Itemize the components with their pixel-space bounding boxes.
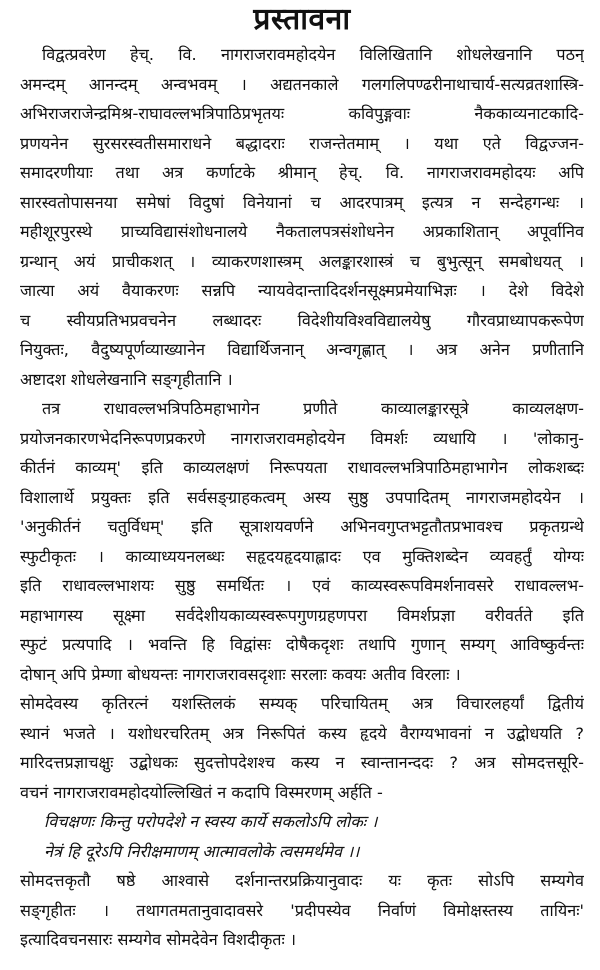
paragraph-1: [20, 40, 584, 394]
text-line: स्फुटीकृतः । काव्याध्ययनलब्धः सहृदयहृदयाह्लादः एव मुक्तिशब्देन व्यवहर्तुं योग्यः: [20, 546, 584, 566]
text-line: इत्यादिवचनसारः सम्यगेव सोमदेवेन विशदीकृतः ।: [20, 930, 297, 949]
text-line: महाभागस्य सूक्ष्मा सर्वदेशीयकाव्यस्वरूपगुणग्रहणपरा विमर्शप्रज्ञा वरीवर्तते इति: [20, 605, 584, 625]
text-line: मारिदत्तप्रज्ञाचक्षुः उद्बोधकः सुदत्तोपदेशश्च कस्य न स्वान्तानन्ददः ? अत्र सोमदत्तसूरि-: [20, 753, 584, 772]
text-line: सोमदेवस्य कृतिरत्नं यशस्तिलकं सम्यक् परिचायितम् अत्र विचारलहर्यां द्वितीयं: [20, 694, 584, 713]
text-line: जात्या अयं वैयाकरणः सन्नपि न्यायवेदान्तादिदर्शनसूक्ष्मप्रमेयाभिज्ञः । देशे विदेशे: [20, 281, 584, 300]
text-line: ग्रन्थान् अयं प्राचीकशत् । व्याकरणशास्त्रम् अलङ्कारशास्त्रं च बुभुत्सून् समबोधयत् ।: [20, 251, 584, 271]
text-line: 'अनुकीर्तनं चतुर्विधम्' इति सूत्राशयवर्णने अभिनवगुप्तभट्टतौतप्रभावश्च प्रकृतग्रन्थे: [20, 517, 584, 536]
text-line: दोषान् अपि प्रेम्णा बोधयन्तः नागराजरावसदृशाः सरलाः कवयः अतीव विरलाः ।: [20, 664, 461, 684]
page-title: प्रस्तावना: [253, 2, 351, 37]
text-line: अभिराजराजेन्द्रमिश्र-राघावल्लभत्रिपाठिप्रभृतयः कविपुङ्गवाः नैककाव्यनाटकादि-: [20, 104, 584, 123]
text-line: इति राधावल्लभाशयः सुष्ठु समर्थितः । एवं काव्यस्वरूपविमर्शनावसरे राधावल्लभ-: [20, 576, 584, 595]
text-line: वचनं नागराजरावमहोदयोल्लिखितं न कदापि विस्मरणम् अर्हति -: [20, 782, 383, 802]
verse-line: विचक्षणः किन्तु परोपदेशे न स्वस्य कार्ये सकलोऽपि लोकः ।: [44, 812, 378, 831]
text-line: स्थानं भजते । यशोधरचरितम् अत्र निरूपितं कस्य हृदये वैराग्यभावनां न उद्बोधयति ?: [20, 723, 584, 743]
text-line: तत्र राधावल्लभत्रिपठिमहाभागेन प्रणीते काव्यालङ्कारसूत्रे काव्यलक्षण-: [42, 399, 584, 418]
paragraph-3: [20, 689, 584, 866]
text-line: सङ्गृहीतः । तथागतमतानुवादावसरे 'प्रदीपस्येव निर्वाणं विमोक्षस्तस्य तायिनः': [20, 900, 584, 920]
verse-line: नेत्रं हि दूरेऽपि निरीक्षमाणम् आत्मावलोके त्वसमर्थमेव ।।: [44, 841, 360, 861]
text-line: अमन्दम् आनन्दम् अन्वभवम् । अद्यतनकाले गलगलिपण्ढरीनाथाचार्य-सत्यव्रतशास्त्रि-: [20, 74, 584, 94]
text-line: प्रणयनेन सुरसरस्वतीसमाराधने बद्धादराः राजन्तेतमाम् । यथा एते विद्वज्जन-: [20, 133, 584, 153]
text-line: च स्वीयप्रतिभप्रवचनेन लब्धादरः विदेशीयविश्वविद्यालयेषु गौरवप्राध्यापकरूपेण: [20, 310, 584, 330]
text-line: नियुक्तः, वैदुष्यपूर्णव्याख्यानेन विद्यार्थिजनान् अन्वगृह्णात् । अत्र अनेन प्रणीतानि: [20, 340, 584, 359]
text-line: महीशूरपुरस्थे प्राच्यविद्यासंशोधनालये नैकतालपत्रसंशोधनेन अप्रकाशितान् अपूर्वानिव: [20, 222, 584, 241]
text-line: समादरणीयाः तथा अत्र कर्णाटके श्रीमान् हेच्. वि. नागराजरावमहोदयः अपि: [20, 163, 584, 182]
text-line: सारस्वतोपासनया समेषां विदुषां विनेयानां च आदरपात्रम् इत्यत्र न सन्देहगन्धः ।: [20, 192, 584, 212]
text-line: अष्टादश शोधलेखनानि सङ्गृहीतानि ।: [20, 369, 233, 389]
text-line: विद्वत्प्रवरेण हेच्. वि. नागराजरावमहोदयेन विलिखितानि शोधलेखनानि पठन्: [42, 45, 584, 64]
paragraph-2: [20, 394, 584, 689]
text-line: कीर्तनं काव्यम्' इति काव्यलक्षणं निरूपयता राधावल्लभत्रिपाठिमहाभागेन लोकशब्दः: [20, 458, 584, 477]
text-line: सोमदत्तकृतौ षष्ठे आश्वासे दर्शनान्तरप्रक्रियानुवादः यः कृतः सोऽपि सम्यगेव: [20, 871, 584, 890]
text-line: प्रयोजनकारणभेदनिरूपणप्रकरणे नागराजरावमहोदयेन विमर्शः व्यधायि । 'लोकानु-: [20, 428, 584, 448]
paragraph-4: [20, 866, 584, 955]
text-line: स्फुटं प्रत्यपादि । भवन्ति हि विद्वांसः दोषैकदृशः तथापि गुणान् सम्यग् आविष्कुर्वन्तः: [20, 635, 584, 654]
text-line: विशालार्थे प्रयुक्तः इति सर्वसङ्ग्राहकत्वम् अस्य सुष्ठु उपपादितम् नागराजमहोदयेन ।: [20, 487, 584, 507]
